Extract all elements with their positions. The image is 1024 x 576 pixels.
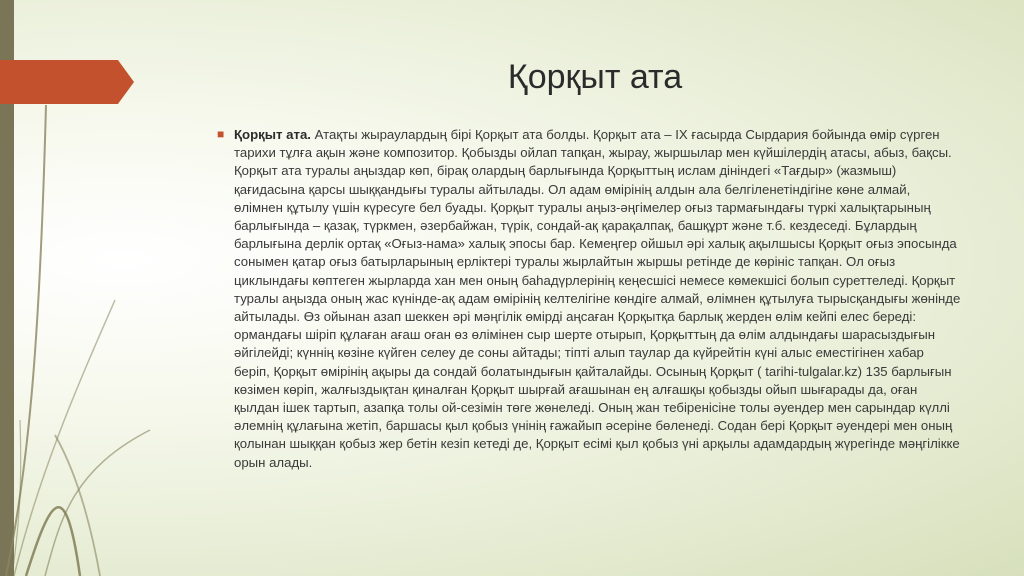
grass-blade-2 — [14, 300, 115, 576]
grass-blade-4 — [45, 430, 150, 576]
slide-content — [217, 126, 962, 472]
lead-text: Қорқыт ата. — [234, 127, 311, 142]
grass-blade-1 — [6, 105, 46, 576]
bullet-icon: ■ — [217, 127, 225, 141]
slide-title: Қорқыт ата — [507, 58, 683, 96]
body-paragraph — [234, 126, 962, 472]
grass-blade-3 — [26, 507, 80, 576]
title-accent-tab — [0, 60, 134, 104]
body-text: Атақты жыраулардың бірі Қорқыт ата болды. Қорқыт ата – IX ғасырда Сырдария бойында өмір сүрген тарихи тұлға ақын және композитор. Қобызды ойлап тапқан, жырау, жыршылар мен күйшілердің атасы, абыз, бақсы. Қорқыт ата туралы аңыздар көп, бірақ олардың барлығында Қорқыттың ислам дініндегі «Тағдыр» (жазмыш) қағидасына қарсы шыққандығы туралы айтылады. Ол адам өмірінің алдын ала белгіленетіндігіне көне алмай, өлімнен құтылу үшін күресуге бел буады. Қорқыт туралы аңыз-әңгімелер оғыз тармағындағы түркі халықтарының барлығында – қазақ, түркмен, әзербайжан, түрік, сондай-ақ қарақалпақ, башқұрт және т.б. кездеседі. Бұлардың барлығына дерлік ортақ «Оғыз-нама» халық эпосы бар. Кемеңгер ойшыл әрі халық ақылшысы Қорқыт оғыз эпосында сонымен қатар оғыз батырларының ерліктері туралы жырлайтын жыршы ретінде де көрініс тапқан. Ол оғыз циклындағы көптеген жырларда хан мен оның баһадүрлерінің кеңесшісі немесе көмекшісі болып суреттеледі. Қорқыт туралы аңызда оның жас күнінде-ақ адам өмірінің келтелігіне көндіге алмай, өлімнен құтылуға тырысқандығы жөнінде айтылады. Өз ойынан азап шеккен әрі мәңгілік өмірді аңсаған Қорқытқа барлық жерден өлім кейпі елес береді: ормандағы шіріп құлаған ағаш оған өз өлімінен сыр шерте отырып, Қорқыттың да өлім алдындағы шарасыздығын әйгілейді; күннің көзіне күйген селеу де соны айтады; тіпті алып таулар да күйрейтін күні алыс еместігінен хабар беріп, Қорқыт өмірінің ақыры да сондай болатындығын қайталайды. Осының Қорқыт ( tarihi-tulgalar.kz) 135 барлығын көзімен көріп, жалғыздықтан қиналған Қорқыт шырғай ағашынан ең алғашқы қобызды ойып шығарады да, оған қылдан ішек тартып, азапқа толы ой-сезімін төге жөнеледі. Оның жан тебіренісіне толы әуендер мен сарындар күллі әлемнің құлағына жетіп, баршасы қыл қобыз үнінің ғажайып әсеріне бөленеді. Содан бері Қорқыт әуендері мен оның қолынан шыққан қобыз жер бетін кезіп кетеді де, Қорқыт есімі қыл қобыз үні арқылы адамдардың жүрегінде мәңгілікке орын алады. — [234, 127, 961, 470]
